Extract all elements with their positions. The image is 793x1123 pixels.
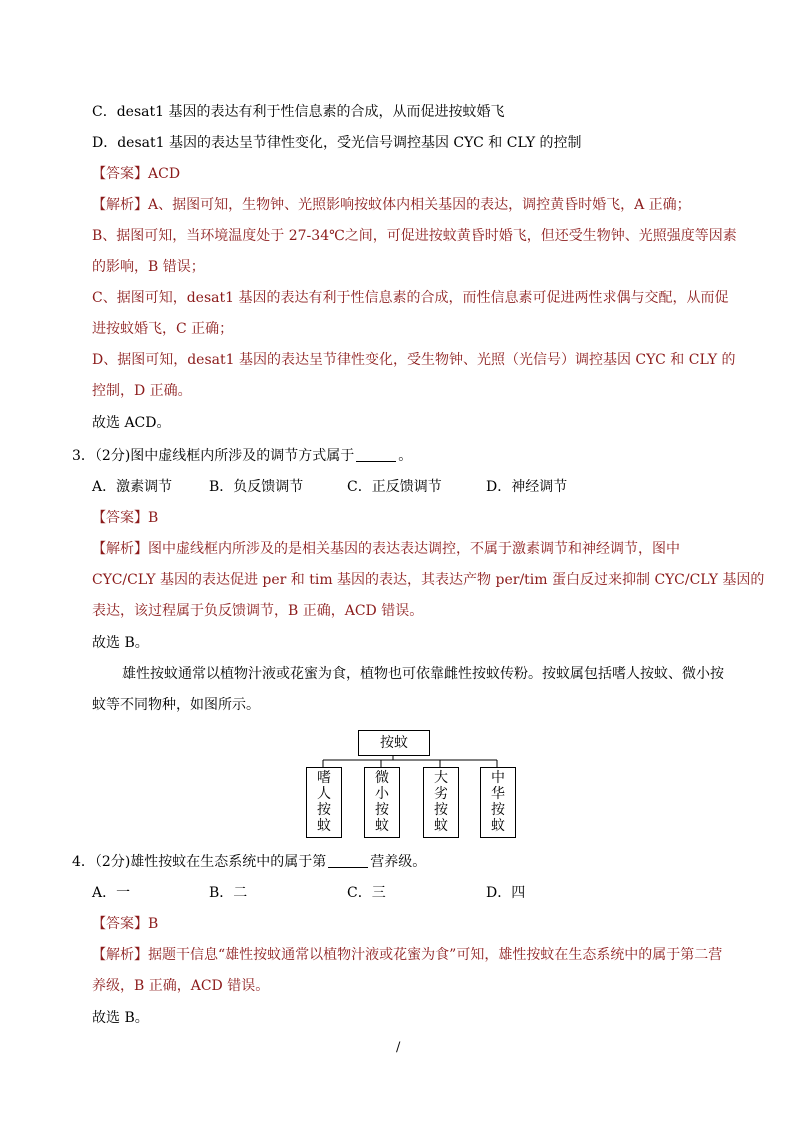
question-3-end: 。 <box>398 448 413 464</box>
passage-line-2: 蚊等不同物种，如图所示。 <box>92 697 260 713</box>
choose-1: 故选 ACD。 <box>92 415 171 431</box>
analysis-text: 据题干信息“雄性按蚊通常以植物汁液或花蜜为食”可知，雄性按蚊在生态系统中的属于第二营 <box>148 947 723 963</box>
analysis-1-line-6: D、据图可知，desat1 基因的表达呈节律性变化，受生物钟、光照（光信号）调控基因 CYC 和 CLY 的 <box>92 352 736 368</box>
q3-option-b: B．负反馈调节 <box>209 479 304 495</box>
answer-blank <box>328 853 368 868</box>
analysis-text: 图中虚线框内所涉及的是相关基因的表达表达调控，不属于激素调节和神经调节，图中 <box>148 541 680 557</box>
species-box <box>480 767 516 838</box>
genus-box: 按蚊 <box>358 730 430 756</box>
answer-tag: 【答案】 <box>92 916 148 932</box>
passage-line-1: 雄性按蚊通常以植物汁液或花蜜为食，植物也可依靠雌性按蚊传粉。按蚊属包括嗜人按蚊、微小按 <box>122 666 724 682</box>
analysis-3-line-3: 表达，该过程属于负反馈调节，B 正确，ACD 错误。 <box>92 603 424 619</box>
q3-option-c: C．正反馈调节 <box>347 479 442 495</box>
species-box <box>306 767 342 838</box>
answer-value: B <box>148 916 159 932</box>
question-4-end: 营养级。 <box>370 854 427 870</box>
page-number: / <box>396 1040 401 1055</box>
q3-option-d: D．神经调节 <box>486 479 568 495</box>
species-label: 中华按蚊 <box>491 770 505 834</box>
q4-option-c: C．三 <box>347 885 386 901</box>
species-label: 大劣按蚊 <box>434 770 448 834</box>
species-box <box>364 767 400 838</box>
q4-option-d: D．四 <box>486 885 526 901</box>
species-box <box>423 767 459 838</box>
analysis-1-line-5: 进按蚊婚飞，C 正确； <box>92 321 234 337</box>
analysis-1-line-2: B、据图可知，当环境温度处于 27-34℃之间，可促进按蚊黄昏时婚飞，但还受生物钟、光照强度等因素 <box>92 228 737 244</box>
question-4 <box>72 852 426 872</box>
option-d: D．desat1 基因的表达呈节律性变化，受光信号调控基因 CYC 和 CLY 的控制 <box>92 135 582 151</box>
q4-option-a: A．一 <box>92 885 131 901</box>
analysis-tag: 【解析】 <box>92 947 148 963</box>
analysis-tag: 【解析】 <box>92 541 148 557</box>
question-3-text: 3．（2分)图中虚线框内所涉及的调节方式属于 <box>72 448 355 464</box>
answer-4 <box>92 914 158 934</box>
answer-tag: 【答案】 <box>92 510 148 526</box>
analysis-1-line-4: C、据图可知，desat1 基因的表达有利于性信息素的合成，而性信息素可促进两性求偶与交配，从而促 <box>92 290 729 306</box>
q4-option-b: B．二 <box>209 885 248 901</box>
choose-3: 故选 B。 <box>92 635 149 651</box>
analysis-4-line-2: 养级，B 正确，ACD 错误。 <box>92 978 270 994</box>
answer-value: B <box>148 510 159 526</box>
species-label: 微小按蚊 <box>375 770 389 834</box>
option-c: C．desat1 基因的表达有利于性信息素的合成，从而促进按蚊婚飞 <box>92 104 505 120</box>
analysis-4-line-1 <box>92 945 722 965</box>
analysis-1-line-7: 控制，D 正确。 <box>92 383 192 399</box>
question-4-text: 4．（2分)雄性按蚊在生态系统中的属于第 <box>72 854 327 870</box>
analysis-1-line-3: 的影响，B 错误； <box>92 259 205 275</box>
q3-option-a: A．激素调节 <box>92 479 173 495</box>
choose-4: 故选 B。 <box>92 1010 149 1026</box>
answer-value: ACD <box>148 166 181 182</box>
species-label: 嗜人按蚊 <box>317 770 331 834</box>
analysis-3-line-2: CYC/CLY 基因的表达促进 per 和 tim 基因的表达，其表达产物 per/tim 蛋白反过来抑制 CYC/CLY 基因的 <box>92 572 765 588</box>
answer-tag: 【答案】 <box>92 166 148 182</box>
analysis-text: A、据图可知，生物钟、光照影响按蚊体内相关基因的表达，调控黄昏时婚飞，A 正确； <box>148 197 691 213</box>
analysis-tag: 【解析】 <box>92 197 148 213</box>
